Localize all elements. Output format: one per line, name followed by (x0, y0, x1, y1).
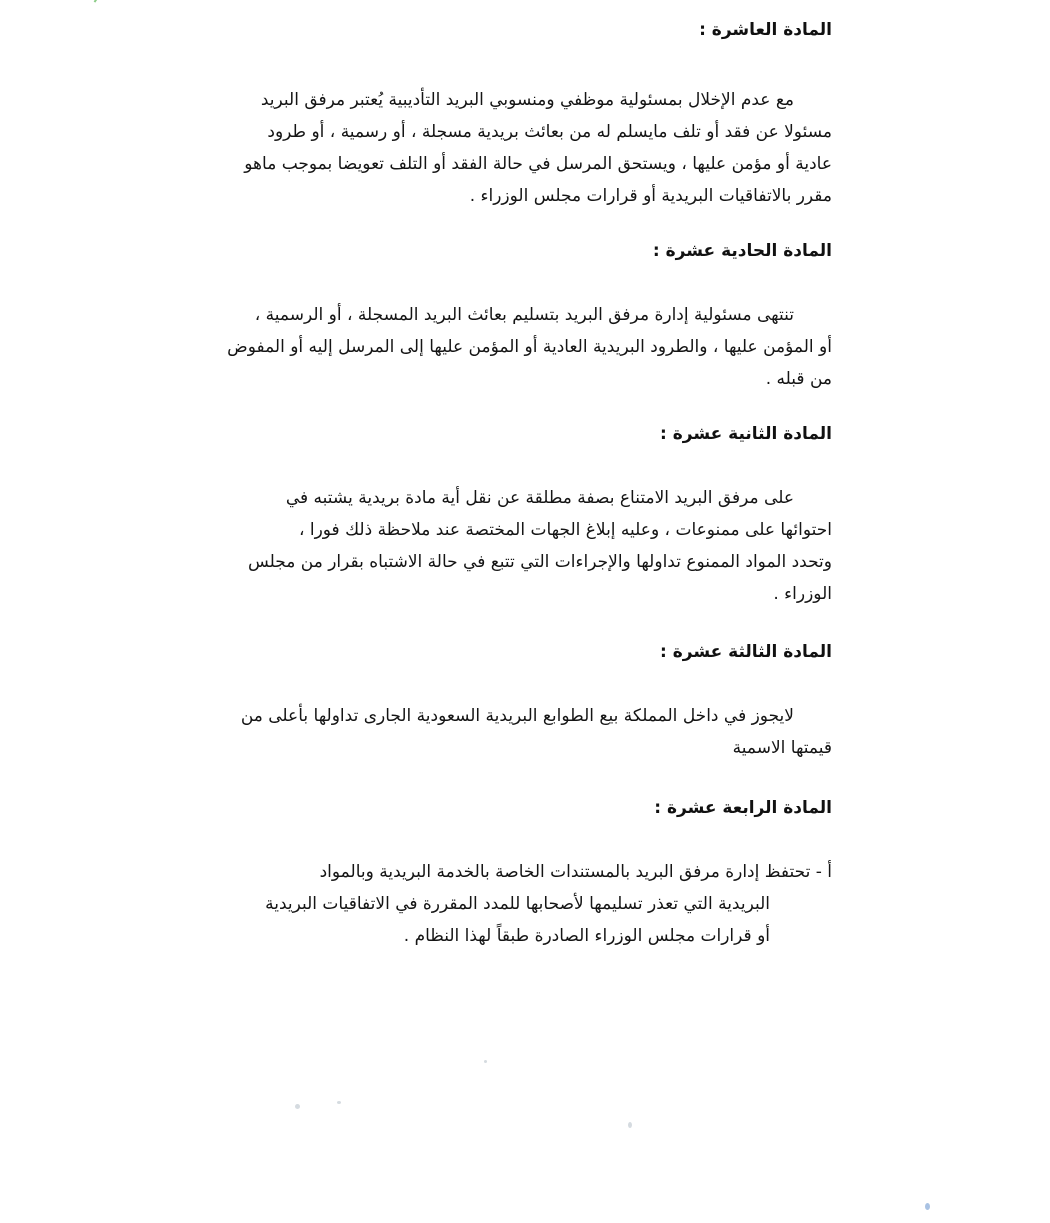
scan-speck (337, 1101, 341, 1104)
body-line: قيمتها الاسمية (732, 738, 832, 758)
scan-speck (484, 1060, 487, 1063)
article-body (202, 856, 832, 952)
article-heading: المادة العاشرة : (699, 20, 832, 40)
article-body (202, 482, 832, 610)
corner-mark (94, 0, 111, 8)
list-item-a: أ - تحتفظ إدارة مرفق البريد بالمستندات الخاصة بالخدمة البريدية وبالمواد (319, 862, 832, 882)
body-line: وتحدد المواد الممنوع تداولها والإجراءات التي تتبع في حالة الاشتباه بقرار من مجلس (247, 552, 832, 572)
body-line: أو المؤمن عليها ، والطرود البريدية العادية أو المؤمن عليها إلى المرسل إليه أو المفوض (227, 337, 832, 357)
article-body (202, 700, 832, 764)
body-line: لايجوز في داخل المملكة بيع الطوابع البريدية السعودية الجارى تداولها بأعلى من (240, 706, 794, 726)
scan-speck (628, 1122, 632, 1128)
scan-speck (925, 1203, 930, 1210)
body-line: مسئولا عن فقد أو تلف مايسلم له من بعائث بريدية مسجلة ، أو رسمية ، أو طرود (267, 122, 832, 142)
article-heading: المادة الثانية عشرة : (660, 424, 832, 444)
body-line: البريدية التي تعذر تسليمها لأصحابها للمدد المقررة في الاتفاقيات البريدية (265, 894, 770, 914)
body-line: عادية أو مؤمن عليها ، ويستحق المرسل في حالة الفقد أو التلف تعويضا بموجب ماهو (244, 154, 832, 174)
body-line: الوزراء . (773, 584, 832, 604)
article-heading: المادة الحادية عشرة : (652, 241, 832, 261)
body-line: تنتهى مسئولية إدارة مرفق البريد بتسليم بعائث البريد المسجلة ، أو الرسمية ، (254, 305, 794, 325)
body-line: أو قرارات مجلس الوزراء الصادرة طبقاً لهذا النظام . (403, 926, 770, 946)
body-line: مقرر بالاتفاقيات البريدية أو قرارات مجلس الوزراء . (469, 186, 832, 206)
body-line: على مرفق البريد الامتناع بصفة مطلقة عن نقل أية مادة بريدية يشتبه في (285, 488, 794, 508)
body-line: احتوائها على ممنوعات ، وعليه إبلاغ الجهات المختصة عند ملاحظة ذلك فورا ، (298, 520, 832, 540)
article-heading: المادة الرابعة عشرة : (654, 798, 832, 818)
body-line: مع عدم الإخلال بمسئولية موظفي ومنسوبي البريد التأديبية يُعتبر مرفق البريد (260, 90, 794, 110)
article-heading: المادة الثالثة عشرة : (660, 642, 832, 662)
body-line: من قبله . (765, 369, 832, 389)
article-body (202, 84, 832, 212)
scan-speck (295, 1104, 300, 1109)
article-body (202, 299, 832, 395)
